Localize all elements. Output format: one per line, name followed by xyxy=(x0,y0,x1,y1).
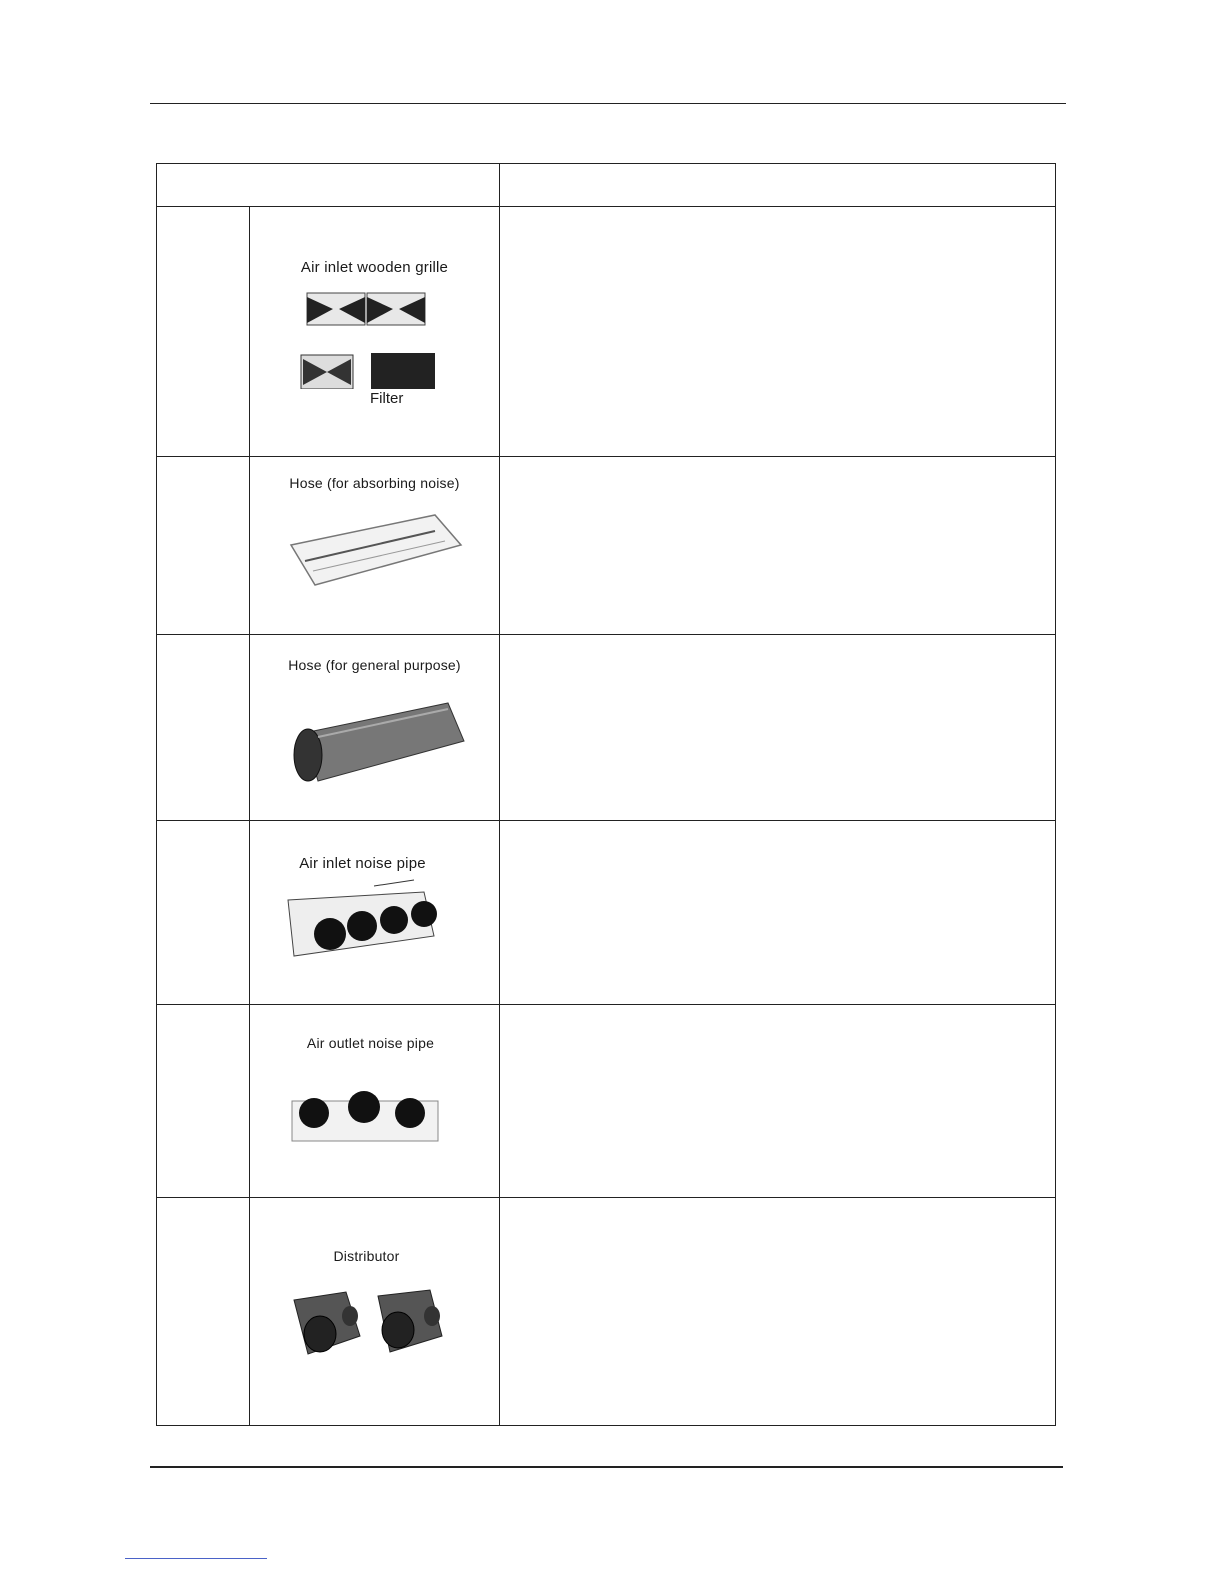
description-cell xyxy=(500,457,1056,635)
general-hose-icon xyxy=(288,693,468,793)
item-caption: Air inlet noise pipe xyxy=(299,855,426,872)
row-number-cell xyxy=(157,821,250,1005)
filter-caption: Filter xyxy=(370,390,404,407)
illustration-cell xyxy=(250,457,500,635)
row-number-cell xyxy=(157,635,250,821)
table-row xyxy=(157,1005,1056,1198)
illustration-cell xyxy=(250,207,500,457)
footer-link-underline[interactable] xyxy=(125,1558,267,1559)
distributor-icon xyxy=(286,1286,456,1366)
illustration-cell xyxy=(250,1005,500,1198)
item-caption: Air outlet noise pipe xyxy=(306,1035,435,1051)
item-caption: Hose (for absorbing noise) xyxy=(289,475,460,491)
item-caption: Hose (for general purpose) xyxy=(288,657,461,673)
row-number-cell xyxy=(157,1198,250,1426)
table-row xyxy=(157,635,1056,821)
description-cell xyxy=(500,1005,1056,1198)
outlet-noise-pipe-icon xyxy=(286,1085,446,1155)
accessories-table xyxy=(156,163,1056,1426)
table-row xyxy=(157,207,1056,457)
description-cell xyxy=(500,207,1056,457)
inlet-noise-pipe-icon xyxy=(284,876,454,966)
table-header-row xyxy=(157,164,1056,207)
table-row xyxy=(157,821,1056,1005)
illustration-cell xyxy=(250,821,500,1005)
description-cell xyxy=(500,821,1056,1005)
header-cell-item xyxy=(157,164,500,207)
table-row xyxy=(157,1198,1056,1426)
illustration-cell xyxy=(250,1198,500,1426)
row-number-cell xyxy=(157,207,250,457)
row-number-cell xyxy=(157,1005,250,1198)
illustration-cell xyxy=(250,635,500,821)
description-cell xyxy=(500,635,1056,821)
row-number-cell xyxy=(157,457,250,635)
table-row xyxy=(157,457,1056,635)
item-caption: Air inlet wooden grille xyxy=(300,259,449,276)
item-caption: Distributor xyxy=(333,1248,400,1264)
footer-rule xyxy=(150,1466,1063,1468)
header-cell-description xyxy=(500,164,1056,207)
grille-and-filter-icon xyxy=(295,279,445,389)
description-cell xyxy=(500,1198,1056,1426)
absorbing-hose-icon xyxy=(285,505,465,595)
header-rule xyxy=(150,103,1066,104)
